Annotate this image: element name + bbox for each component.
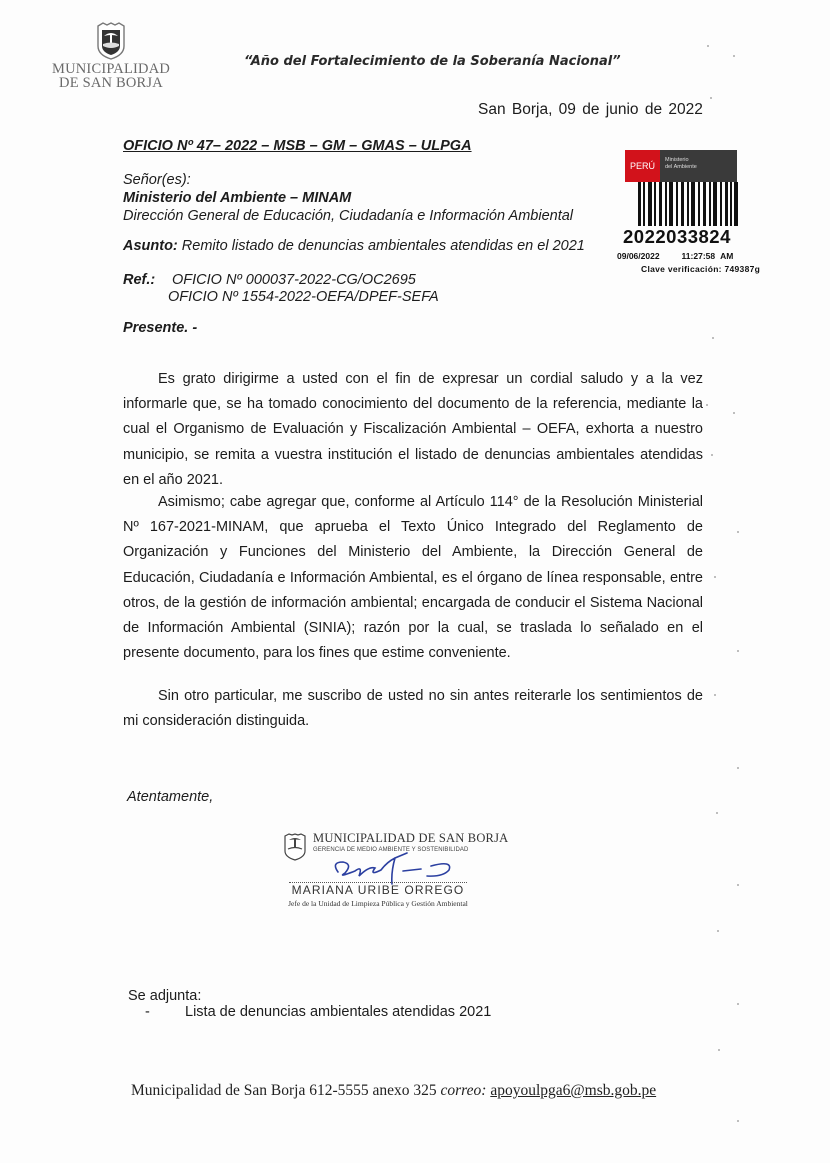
registry-date: 09/06/2022	[617, 251, 660, 261]
verification-key: Clave verificación: 749387g	[641, 264, 761, 274]
scan-speck	[737, 884, 739, 886]
bullet-dash: -	[145, 1004, 150, 1020]
recipient-name: Ministerio del Ambiente – MINAM	[123, 190, 352, 206]
body-paragraph-1: Es grato dirigirme a usted con el fin de expresar un cordial saludo y a la vez informarle que, se ha tomado conocimiento del documento de la referencia, mediante la cual el Organismo de Evaluación y Fiscalización Ambiental – OEFA, exhorta a nuestro municipio, se remita a vuestra institución el listado de denuncias ambientales atendidas en el año 2021.	[123, 371, 703, 488]
email-label: correo:	[440, 1082, 487, 1099]
stamp-department: GERENCIA DE MEDIO AMBIENTE Y SOSTENIBILIDAD	[313, 847, 469, 853]
ministry-line2: del Ambiente	[665, 163, 697, 170]
scan-speck	[714, 694, 716, 696]
institution-name-line1: MUNICIPALIDAD	[52, 61, 171, 77]
barcode-icon	[638, 182, 740, 226]
handwritten-signature	[303, 852, 483, 886]
scan-speck	[714, 576, 716, 578]
stamp-institution: MUNICIPALIDAD DE SAN BORJA	[313, 831, 509, 845]
subject-label: Asunto:	[123, 238, 178, 254]
municipality-logo	[52, 22, 170, 90]
reception-stamp	[625, 150, 737, 182]
body-paragraph-3: Sin otro particular, me suscribo de usted no sin antes reiterarle los sentimientos de mi consideración distinguida.	[123, 688, 703, 730]
attachment-name: Lista de denuncias ambientales atendidas 2021	[185, 1004, 492, 1020]
year-motto: “Año del Fortalecimiento de la Soberanía Nacional”	[244, 54, 621, 69]
scan-speck	[733, 412, 735, 414]
ministry-banner	[625, 150, 737, 182]
scan-speck	[737, 1003, 739, 1005]
ministry-line1: Ministerio	[665, 157, 689, 163]
scan-speck	[711, 454, 713, 456]
document-reference-number: OFICIO Nº 47– 2022 – MSB – GM – GMAS – ULPGA	[123, 138, 472, 154]
subject-line	[123, 238, 585, 254]
place-date: San Borja, 09 de junio de 2022	[478, 101, 703, 118]
registry-number: 2022033824	[623, 226, 731, 247]
references-block	[123, 272, 439, 306]
scan-speck	[733, 55, 735, 57]
municipal-crest-icon	[95, 22, 127, 60]
email-link[interactable]: apoyoulpga6@msb.gob.pe	[490, 1082, 657, 1099]
footer-text: Municipalidad de San Borja 612-5555 anexo 325	[131, 1082, 441, 1099]
signer-block	[283, 882, 473, 908]
ref-item: OFICIO Nº 000037-2022-CG/OC2695	[172, 272, 416, 288]
scan-speck	[717, 930, 719, 932]
scan-speck	[710, 97, 712, 99]
attachments-label: Se adjunta:	[128, 988, 202, 1004]
signer-name: MARIANA URIBE ORREGO	[291, 883, 465, 897]
scan-speck	[718, 1049, 720, 1051]
registry-datetime	[617, 251, 733, 261]
scan-speck	[712, 337, 714, 339]
ref-label: Ref.:	[123, 272, 156, 288]
scan-speck	[707, 45, 709, 47]
scan-speck	[716, 812, 718, 814]
attachment-item	[145, 1003, 491, 1021]
signer-title: Jefe de la Unidad de Limpieza Pública y Gestión Ambiental	[288, 899, 468, 908]
recipient-block	[123, 171, 573, 225]
subject-text: Remito listado de denuncias ambientales atendidas en el 2021	[181, 238, 585, 254]
scan-speck	[737, 1120, 739, 1122]
ministry-brand	[660, 150, 737, 182]
peru-brand: PERÚ	[625, 150, 660, 182]
signature-stamp	[283, 830, 513, 922]
closing: Atentamente,	[127, 789, 214, 805]
scan-speck	[737, 531, 739, 533]
scan-speck	[706, 404, 708, 406]
scan-speck	[737, 650, 739, 652]
presente: Presente. -	[123, 320, 198, 336]
registry-time: 11:27:58 AM	[681, 251, 734, 261]
footer-contact	[131, 1082, 656, 1100]
body-paragraph-2: Asimismo; cabe agregar que, conforme al Artículo 114° de la Resolución Ministerial Nº 167-2021-MINAM, que aprueba el Texto Único Integrado del Reglamento de Organización y Funciones del Ministerio del Ambiente, la Dirección General de Educación, Ciudadanía e Información Ambiental, es el órgano de línea responsable, entre otros, de la gestión de información ambiental; encargada de conducir el Sistema Nacional de Información Ambiental (SINIA); razón por la cual, se traslada lo señalado en el presente documento, para los fines que estime conveniente.	[123, 494, 703, 662]
scan-speck	[737, 767, 739, 769]
ref-item: OFICIO Nº 1554-2022-OEFA/DPEF-SEFA	[168, 289, 439, 305]
salutation: Señor(es):	[123, 172, 191, 188]
institution-name-line2: DE SAN BORJA	[59, 75, 163, 91]
stamp-header	[313, 832, 513, 854]
recipient-office: Dirección General de Educación, Ciudadanía e Información Ambiental	[123, 208, 574, 224]
